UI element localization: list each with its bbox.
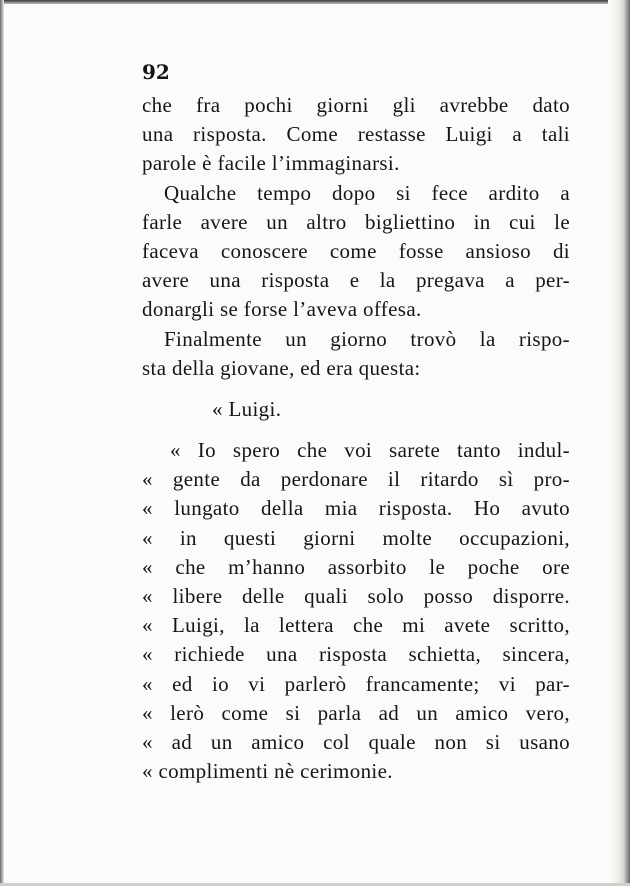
letter-line: « lungato della mia risposta. Ho avuto	[142, 496, 570, 521]
letter-line: « che m’hanno assorbito le poche ore	[142, 554, 570, 579]
page-left-edge	[0, 0, 4, 886]
text-line: faceva conoscere come fosse ansioso di	[142, 238, 570, 263]
text-line: che fra pochi giorni gli avrebbe dato	[142, 93, 570, 117]
letter-line: « lerò come si parla ad un amico vero,	[142, 700, 570, 725]
letter-line: « ed io vi parlerò francamente; vi par-	[142, 671, 570, 696]
text-line: avere una risposta e la pregava a per-	[142, 268, 570, 293]
text-line: una risposta. Come restasse Luigi a tali	[142, 122, 570, 147]
letter-line: « libere delle quali solo posso disporre.	[142, 584, 570, 608]
body-text	[142, 91, 570, 786]
text-line: sta della giovane, ed era questa:	[142, 355, 421, 380]
text-line: Qualche tempo dopo si fece ardito a	[164, 180, 570, 205]
letter-line: « Io spero che voi sarete tanto indul-	[170, 438, 570, 463]
text-line: donargli se forse l’aveva offesa.	[142, 297, 422, 322]
letter-line: « in questi giorni molte occupazioni,	[142, 525, 570, 550]
text-line: Finalmente un giorno trovò la rispo-	[164, 326, 570, 351]
letter-line: « ad un amico col quale non si usano	[142, 729, 570, 754]
letter-line: « gente da perdonare il ritardo sì pro-	[142, 467, 570, 492]
text-line: parole è facile l’immaginarsi.	[142, 151, 400, 176]
page-top-edge	[0, 0, 630, 4]
page-right-edge	[608, 0, 630, 886]
spacer	[142, 383, 570, 395]
letter-salutation: « Luigi.	[212, 396, 282, 421]
letter-line: « richiede una risposta schietta, sincera,	[142, 642, 570, 667]
letter-line: « complimenti nè cerimonie.	[142, 759, 393, 784]
spacer	[142, 424, 570, 436]
text-line: farle avere un altro bigliettino in cui le	[142, 209, 570, 234]
letter-line: « Luigi, la lettera che mi avete scritto,	[142, 613, 570, 638]
page-number: 92	[142, 60, 170, 84]
